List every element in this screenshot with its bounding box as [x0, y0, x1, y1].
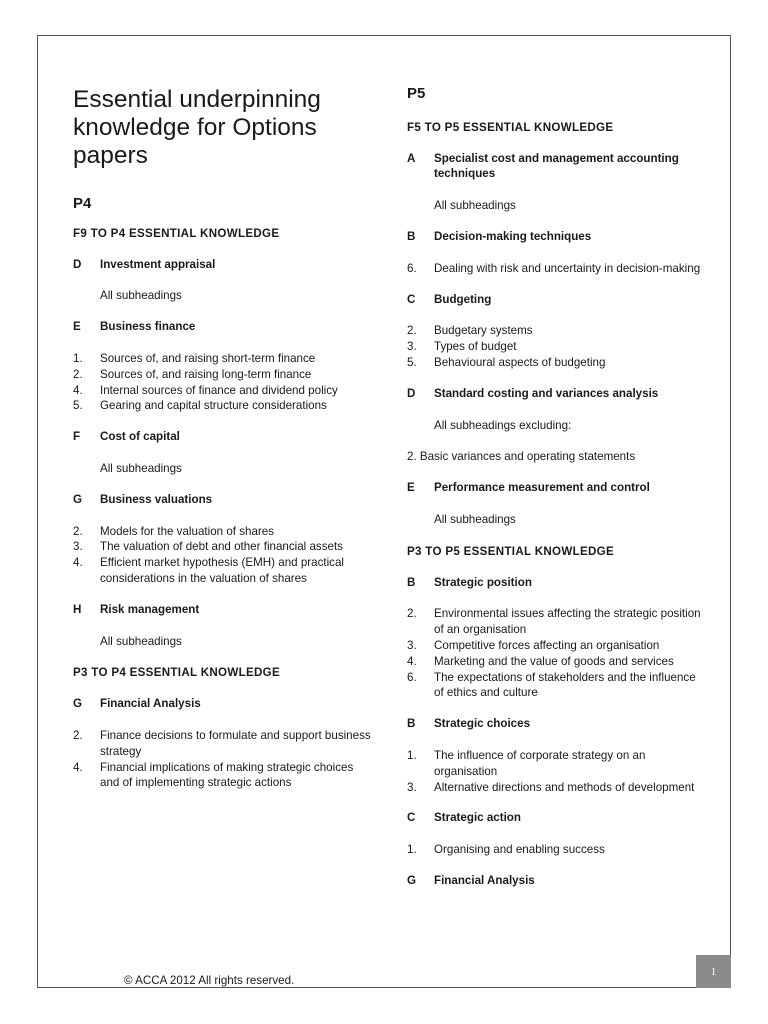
item-number: 2.: [73, 367, 83, 381]
topic-heading: [73, 257, 373, 273]
item-text: The influence of corporate strategy on an organisation: [434, 748, 646, 778]
topic-title: Specialist cost and management accounting techniques: [434, 151, 679, 181]
topic-title: Standard costing and variances analysis: [434, 386, 659, 400]
topic-title: Investment appraisal: [100, 257, 216, 271]
list-item: [407, 654, 707, 670]
topic-title: Risk management: [100, 602, 200, 616]
list-item: [73, 555, 373, 587]
item-number: 3.: [407, 780, 417, 794]
left-column: [73, 86, 373, 791]
topic-letter: D: [73, 257, 82, 271]
item-text: The valuation of debt and other financial assets: [100, 540, 343, 554]
topic-letter: C: [407, 811, 416, 825]
item-number: 4.: [73, 556, 83, 570]
topic-letter: G: [407, 873, 417, 887]
item-text: Environmental issues affecting the strategic position of an organisation: [434, 607, 701, 637]
topic-title: Cost of capital: [100, 430, 180, 444]
item-number: 3.: [407, 638, 417, 652]
topic-heading: [73, 319, 373, 335]
topic-heading: [407, 716, 707, 732]
list-item: [407, 323, 707, 339]
item-text: Efficient market hypothesis (EMH) and practical considerations in the valuation of shares: [100, 556, 344, 585]
item-text: Competitive forces affecting an organisation: [434, 638, 660, 652]
topic-letter: D: [407, 386, 416, 400]
list-item: [73, 728, 373, 760]
item-number: 2.: [407, 324, 417, 338]
topic-title: Business finance: [100, 320, 196, 334]
topic-title: Budgeting: [434, 292, 492, 306]
item-number: 5.: [407, 355, 417, 369]
section-heading: P3 TO P5 ESSENTIAL KNOWLEDGE: [407, 544, 615, 558]
topic-heading: [407, 292, 707, 308]
topic-heading: [407, 873, 707, 889]
indent-spacer: [73, 461, 100, 477]
item-number: 3.: [407, 340, 417, 354]
item-text: Alternative directions and methods of development: [434, 780, 695, 794]
topic-note: [407, 418, 707, 434]
topic-title: Strategic choices: [434, 717, 531, 731]
item-number: 5.: [73, 399, 83, 413]
item-text: Sources of, and raising short-term finance: [100, 351, 316, 365]
item-number: 1.: [73, 351, 83, 365]
indent-spacer: [407, 198, 434, 214]
topic-heading: [407, 229, 707, 245]
list-item: [407, 748, 707, 780]
topic-note: [73, 461, 373, 477]
topic-heading: [73, 602, 373, 618]
item-number: 2.: [407, 607, 417, 621]
topic-letter: E: [407, 481, 415, 495]
topic-heading: [407, 480, 707, 496]
section-heading: P3 TO P4 ESSENTIAL KNOWLEDGE: [73, 666, 281, 680]
page-number: 1: [696, 955, 731, 988]
item-text: The expectations of stakeholders and the influence of ethics and culture: [434, 670, 696, 700]
item-number: 1.: [407, 748, 417, 762]
topic-letter: F: [73, 430, 81, 444]
list-item: [407, 339, 707, 355]
topic-letter: G: [73, 697, 83, 711]
list-item: [407, 780, 707, 796]
topic-note: [407, 198, 707, 214]
topic-heading: [407, 386, 707, 402]
item-text: Organising and enabling success: [434, 843, 605, 857]
topic-heading: [73, 492, 373, 508]
indent-spacer: [73, 288, 100, 304]
item-number: 6.: [407, 670, 417, 684]
list-item: [73, 524, 373, 540]
topic-heading: [73, 429, 373, 445]
copyright-footer: © ACCA 2012 All rights reserved.: [124, 974, 295, 987]
indent-spacer: [407, 418, 434, 434]
list-item: [73, 383, 373, 399]
topic-title: Strategic position: [434, 575, 532, 589]
topic-title: Decision-making techniques: [434, 229, 592, 243]
topic-title: Financial Analysis: [100, 697, 201, 711]
topic-letter: B: [407, 717, 416, 731]
section-heading: F9 TO P4 ESSENTIAL KNOWLEDGE: [73, 226, 280, 240]
item-number: 4.: [73, 760, 83, 774]
item-text: Sources of, and raising long-term finance: [100, 367, 312, 381]
item-text: Marketing and the value of goods and services: [434, 654, 674, 668]
list-item: [407, 842, 707, 858]
topic-letter: C: [407, 292, 416, 306]
note-text: All subheadings: [100, 461, 182, 475]
item-number: 4.: [407, 654, 417, 668]
item-text: Dealing with risk and uncertainty in decision-making: [434, 261, 701, 275]
item-text: Budgetary systems: [434, 324, 533, 338]
note-text: All subheadings excluding:: [434, 418, 572, 432]
topic-note: [73, 288, 373, 304]
topic-heading: [407, 575, 707, 591]
item-text: Types of budget: [434, 340, 517, 354]
topic-title: Business valuations: [100, 492, 213, 506]
section-heading: F5 TO P5 ESSENTIAL KNOWLEDGE: [407, 120, 614, 134]
topic-note: [73, 634, 373, 650]
item-text: Finance decisions to formulate and support business strategy: [100, 728, 371, 758]
item-number: 4.: [73, 383, 83, 397]
item-number: 6.: [407, 261, 417, 275]
indent-spacer: [407, 512, 434, 528]
paper-heading: P4: [73, 195, 92, 212]
topic-letter: A: [407, 151, 416, 165]
topic-title: Strategic action: [434, 811, 521, 825]
right-column: [407, 86, 707, 889]
item-text: Gearing and capital structure considerations: [100, 399, 327, 413]
topic-title: Performance measurement and control: [434, 481, 650, 495]
topic-letter: G: [73, 492, 83, 506]
topic-note: [407, 512, 707, 528]
topic-heading: [407, 810, 707, 826]
note-text: All subheadings: [100, 289, 182, 303]
list-item: [73, 539, 373, 555]
topic-letter: B: [407, 229, 416, 243]
list-item: [73, 351, 373, 367]
indent-spacer: [73, 634, 100, 650]
note-text: All subheadings: [434, 199, 516, 213]
topic-heading: [73, 696, 373, 712]
note-text: All subheadings: [434, 512, 516, 526]
list-item: [73, 760, 373, 792]
list-item: [407, 355, 707, 371]
list-item: [407, 670, 707, 702]
list-item: [407, 606, 707, 638]
document-title: Essential underpinning knowledge for Options papers: [73, 86, 321, 169]
topic-title: Financial Analysis: [434, 873, 535, 887]
item-text: Financial implications of making strategic choices and of implementing strategic actions: [100, 760, 354, 790]
item-number: 3.: [73, 540, 83, 554]
item-text: Behavioural aspects of budgeting: [434, 355, 606, 369]
list-item: [407, 638, 707, 654]
list-item: [73, 367, 373, 383]
item-number: 2.: [73, 524, 83, 538]
list-item: [73, 398, 373, 414]
topic-letter: H: [73, 602, 82, 616]
note-text: All subheadings: [100, 634, 182, 648]
list-item: [407, 261, 707, 277]
topic-letter: B: [407, 575, 416, 589]
item-number: 2.: [73, 728, 83, 742]
paper-heading: P5: [407, 85, 426, 102]
item-text: Internal sources of finance and dividend policy: [100, 383, 338, 397]
item-number: 1.: [407, 843, 417, 857]
topic-letter: E: [73, 320, 81, 334]
topic-heading: [407, 151, 707, 183]
excluded-item: 2. Basic variances and operating statements: [407, 450, 636, 464]
item-text: Models for the valuation of shares: [100, 524, 275, 538]
